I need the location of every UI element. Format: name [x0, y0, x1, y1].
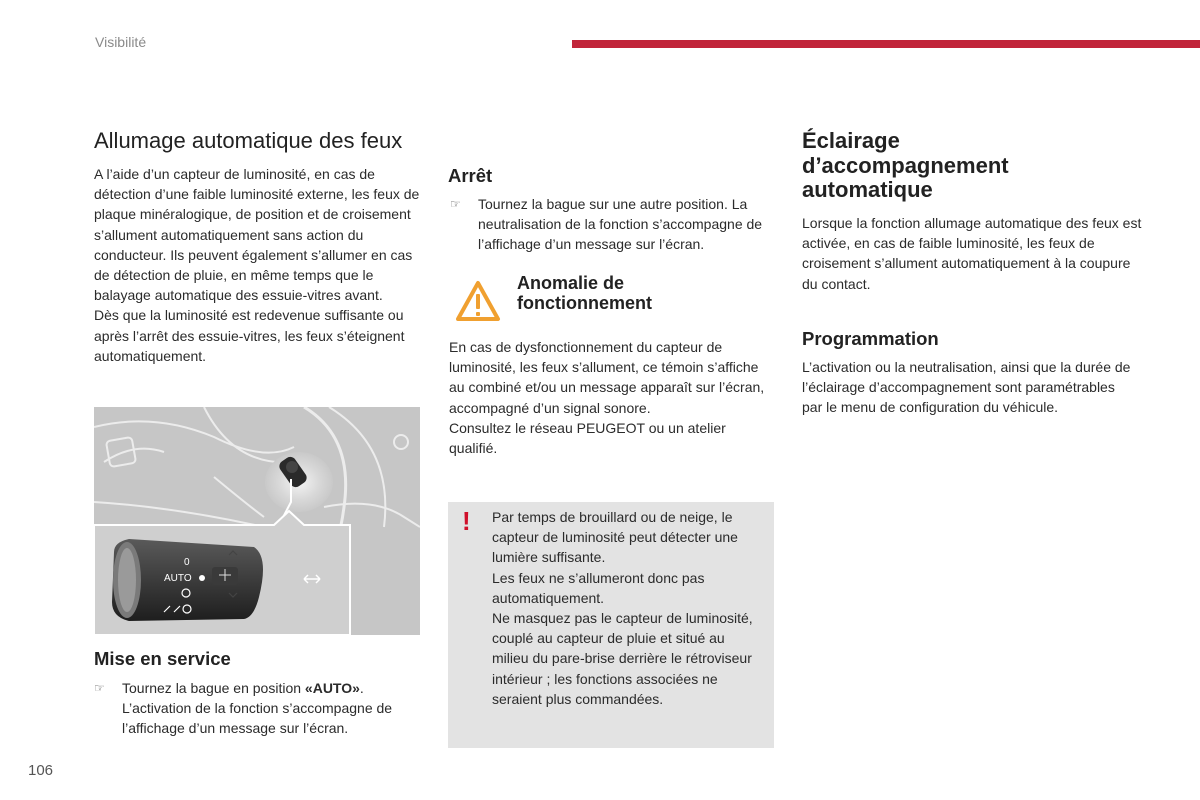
section-accent-bar — [572, 40, 1200, 48]
section-label: Visibilité — [95, 34, 147, 50]
stalk-label-auto: AUTO — [164, 573, 192, 584]
intro-text — [94, 164, 426, 366]
mise-en-service-auto: «AUTO» — [304, 680, 360, 696]
bullet-arrow-icon: ☞ — [450, 197, 461, 211]
stalk-label-off: 0 — [184, 557, 190, 568]
anomalie-heading-line-2: fonctionnement — [517, 293, 652, 313]
main-title: Allumage automatique des feux — [94, 128, 403, 153]
headlamp-stalk-illustration-svg — [94, 407, 420, 635]
mise-en-service-suffix: . L’activation de la fonction s’accompagne de l’affichage d’un message sur l’écran. — [122, 680, 393, 737]
mise-en-service-prefix: Tournez la bague en position — [122, 680, 305, 696]
note-text — [492, 507, 762, 709]
mise-en-service-bullet — [94, 678, 424, 740]
eclairage-heading — [802, 129, 1082, 203]
eclairage-heading-line-3: automatique — [802, 177, 933, 202]
eclairage-heading-line-1: Éclairage — [802, 128, 900, 153]
note-paragraph-2: Les feux ne s’allumeront donc pas automatiquement. — [492, 569, 705, 606]
warning-triangle-icon — [455, 279, 501, 323]
programmation-text: L’activation ou la neutralisation, ainsi que la durée de l’éclairage d’accompagnement sont paramétrables par le menu de configuration du véhicule. — [802, 359, 1131, 416]
arret-heading: Arrêt — [448, 165, 493, 186]
anomalie-heading — [517, 273, 652, 313]
arret-bullet — [450, 194, 780, 256]
anomalie-paragraph-1: En cas de dysfonctionnement du capteur de luminosité, les feux s’allument, ce témoin s’affiche au combiné et/ou un message apparaît sur l’écran, accompagné d’un signal sonore. — [449, 339, 765, 416]
intro-paragraph-1: A l’aide d’un capteur de luminosité, en cas de détection d’une faible luminosité externe, les feux de plaque minéralogique, de position et de croisement s’allument automatiquement sans action du conducteur. Ils peuvent également s’allumer en cas de détection de pluie, en même temps que le balayage automatique des essuie-vitres avant. — [94, 166, 420, 304]
anomalie-text — [449, 337, 767, 458]
headlamp-stalk-illustration — [94, 407, 420, 635]
eclairage-text: Lorsque la fonction allumage automatique des feux est activée, en cas de faible luminosité, les feux de croisement s’allument automatiquement à la coupure du contact. — [802, 215, 1142, 292]
anomalie-heading-line-1: Anomalie de — [517, 273, 625, 293]
bullet-arrow-icon: ☞ — [94, 681, 105, 695]
eclairage-heading-line-2: d’accompagnement — [802, 152, 1009, 178]
note-paragraph-3: Ne masquez pas le capteur de luminosité, couplé au capteur de pluie et situé au milieu du pare-brise derrière le rétroviseur intérieur ; les fonctions associées ne seraient plus commandées. — [492, 610, 753, 707]
mise-en-service-heading: Mise en service — [94, 648, 231, 669]
mise-en-service-text — [122, 678, 424, 739]
intro-paragraph-2: Dès que la luminosité est redevenue suffisante ou après l’arrêt des essuie-vitres, les feux s’éteignent automatiquement. — [94, 307, 405, 364]
arret-text: Tournez la bague sur une autre position. La neutralisation de la fonction s’accompagne de l’affichage d’un message sur l’écran. — [478, 196, 763, 253]
page-number: 106 — [28, 762, 54, 779]
anomalie-paragraph-2: Consultez le réseau PEUGEOT ou un atelier qualifié. — [449, 419, 726, 457]
note-paragraph-1: Par temps de brouillard ou de neige, le capteur de luminosité peut détecter une lumière suffisante. — [492, 509, 738, 566]
exclamation-icon: ! — [462, 506, 471, 536]
programmation-heading: Programmation — [802, 328, 939, 349]
